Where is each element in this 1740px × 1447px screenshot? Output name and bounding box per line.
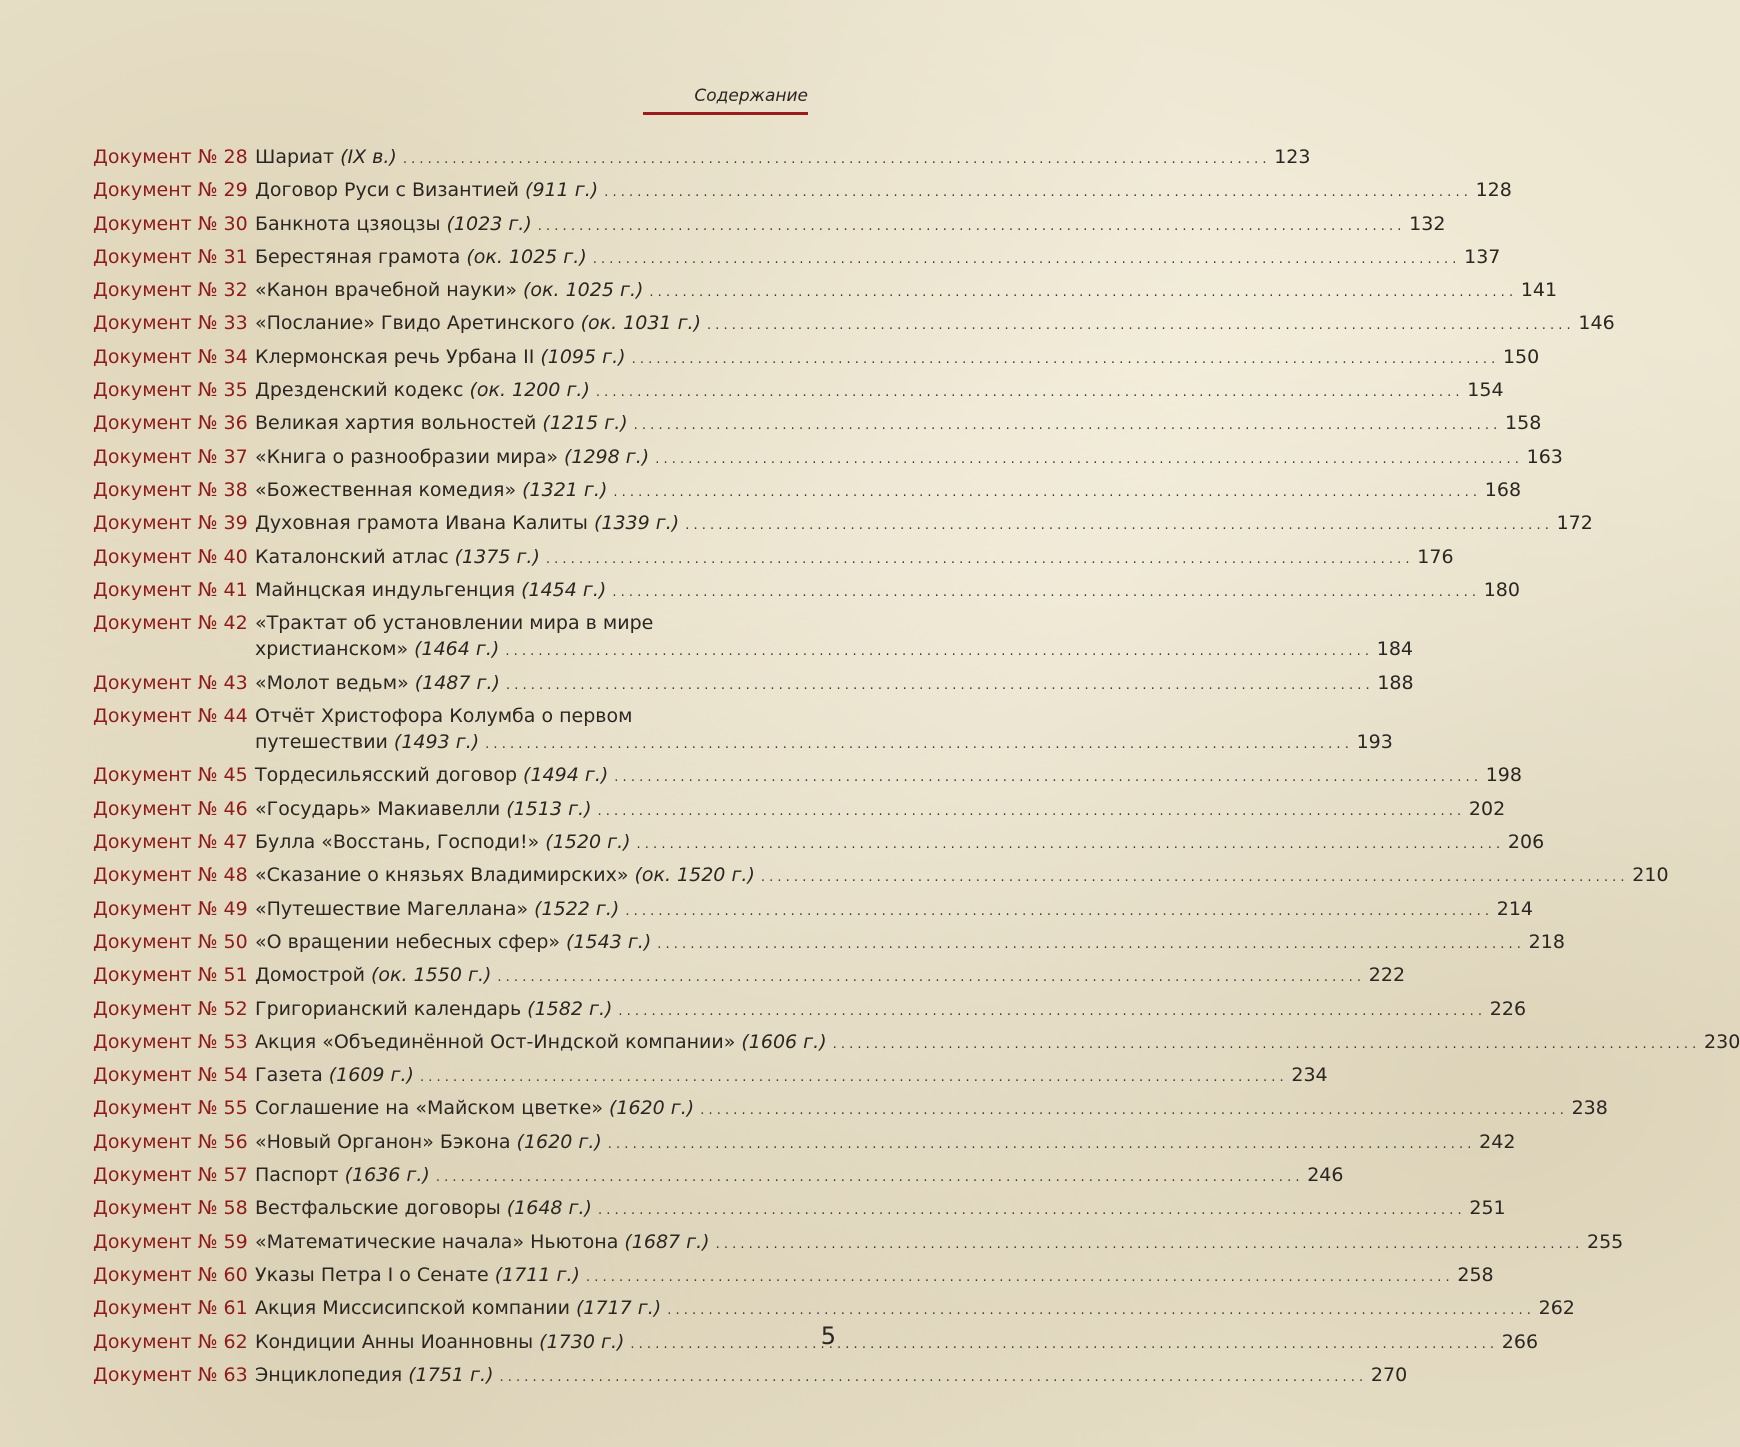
toc-entry [93, 344, 1540, 373]
entry-text [255, 310, 1615, 339]
dot-leader [506, 673, 1370, 699]
entry-text [255, 344, 1539, 373]
entry-page: 246 [1307, 1164, 1344, 1187]
entry-page: 141 [1520, 279, 1558, 302]
entry-text [255, 544, 1454, 573]
toc-entry [93, 1129, 1516, 1158]
entry-page: 137 [1464, 245, 1501, 268]
entry-title: Берестяная грамота [255, 245, 461, 268]
toc-entry [93, 962, 1406, 991]
toc-entry [93, 1229, 1624, 1258]
entry-title: Булла «Восстань, Господи!» [255, 831, 540, 854]
entry-page: 154 [1467, 379, 1504, 402]
entry-page: 206 [1507, 831, 1545, 854]
entry-title-line1: «Трактат об установлении мира в мире [255, 612, 654, 635]
entry-date: (ок. 1550 г.) [370, 964, 492, 987]
entry-date: (1648 г.) [506, 1197, 592, 1220]
toc-entry [93, 477, 1522, 506]
entry-page: 230 [1704, 1030, 1740, 1053]
dot-leader [655, 447, 1519, 473]
entry-date: (1620 г.) [516, 1130, 602, 1153]
toc-entry [93, 829, 1545, 858]
dot-leader [716, 1232, 1580, 1258]
entry-date: (911 г.) [525, 179, 599, 202]
entry-title: «О вращении небесных сфер» [255, 930, 561, 953]
entry-page: 163 [1526, 445, 1563, 468]
entry-date: (1582 г.) [527, 997, 613, 1020]
toc-entry [93, 1095, 1608, 1124]
toc-entry [93, 862, 1669, 891]
dot-leader [546, 547, 1410, 573]
entry-title: Паспорт [255, 1164, 339, 1187]
entry-date: (1095 г.) [540, 345, 626, 368]
dot-leader [833, 1032, 1697, 1058]
entry-title: Дрезденский кодекс [255, 379, 464, 402]
entry-text [255, 929, 1565, 958]
document-number: Документ № 60 [93, 1263, 248, 1286]
dot-leader [614, 765, 1478, 791]
entry-date: (1321 г.) [522, 478, 608, 501]
toc-entry [93, 929, 1565, 958]
entry-date: (1464 г.) [414, 638, 500, 661]
entry-text [255, 477, 1521, 506]
document-number: Документ № 30 [93, 212, 248, 235]
document-number: Документ № 63 [93, 1363, 248, 1386]
entry-date: (1609 г.) [328, 1064, 414, 1087]
dot-leader [608, 1132, 1472, 1158]
entry-text [255, 862, 1669, 891]
entry-page: 176 [1417, 545, 1454, 568]
entry-date: (IX в.) [340, 146, 397, 168]
entry-page: 188 [1377, 671, 1414, 694]
toc-entry [93, 144, 1311, 173]
entry-page: 172 [1556, 512, 1593, 535]
entry-page: 251 [1469, 1197, 1506, 1220]
toc-entry [93, 1362, 1408, 1391]
entry-text [255, 277, 1557, 306]
entry-title: «Послание» Гвидо Аретинского [255, 312, 575, 335]
entry-text [255, 1095, 1608, 1124]
document-number: Документ № 54 [93, 1064, 248, 1087]
entry-title: Банкнота цзяоцзы [255, 212, 441, 235]
toc-entry [93, 177, 1512, 206]
entry-date: (1636 г.) [344, 1164, 430, 1187]
entry-title: Акция Миссисипской компании [255, 1297, 570, 1320]
entry-title: «Канон врачебной науки» [255, 279, 517, 302]
entry-page: 158 [1505, 412, 1542, 435]
dot-leader [625, 899, 1489, 925]
entry-page: 168 [1484, 478, 1522, 501]
document-number: Документ № 53 [93, 1030, 248, 1053]
toc-entry [93, 1195, 1506, 1224]
dot-leader [634, 413, 1498, 439]
toc-entry [93, 1029, 1740, 1058]
entry-date: (1298 г.) [563, 445, 650, 468]
toc-entry [93, 244, 1501, 273]
entry-title: «Государь» Макиавелли [255, 797, 501, 820]
entry-date: (1375 г.) [454, 545, 540, 568]
dot-leader [618, 999, 1482, 1025]
toc-entry [93, 410, 1542, 439]
document-number: Документ № 43 [93, 671, 248, 694]
dot-leader [637, 832, 1501, 858]
entry-page: 266 [1501, 1330, 1539, 1353]
entry-date: (ок. 1031 г.) [580, 312, 701, 335]
entry-page: 202 [1468, 797, 1506, 820]
document-number: Документ № 36 [93, 412, 248, 435]
entry-date: (1023 г.) [446, 212, 532, 235]
entry-text [255, 211, 1445, 240]
document-number: Документ № 37 [93, 445, 248, 468]
dot-leader [500, 1365, 1364, 1391]
entry-title: Газета [255, 1064, 323, 1087]
entry-page: 132 [1409, 212, 1446, 235]
entry-page: 198 [1485, 764, 1522, 787]
entry-date: (1543 г.) [566, 930, 652, 953]
entry-date: (1520 г.) [545, 831, 631, 854]
document-number: Документ № 50 [93, 930, 248, 953]
dot-leader [586, 1265, 1450, 1291]
table-of-contents [93, 144, 1740, 1395]
toc-entry [93, 1162, 1344, 1191]
document-number: Документ № 34 [93, 345, 248, 368]
toc-entry [93, 444, 1563, 473]
document-number: Документ № 41 [93, 578, 248, 601]
entry-page: 218 [1528, 930, 1565, 953]
document-number: Документ № 38 [93, 478, 248, 501]
entry-text [255, 1229, 1623, 1258]
entry-text [255, 996, 1526, 1025]
entry-text [255, 1329, 1538, 1358]
entry-title: Кондиции Анны Иоанновны [255, 1330, 534, 1353]
entry-title: Тордесильясский договор [255, 764, 518, 787]
entry-date: (1339 г.) [593, 512, 680, 535]
dot-leader [613, 480, 1477, 506]
entry-title: «Новый Органон» Бэкона [255, 1130, 511, 1153]
toc-entry [93, 544, 1454, 573]
entry-title: Каталонский атлас [255, 545, 449, 568]
entry-date: (1215 г.) [542, 412, 628, 435]
entry-page: 210 [1632, 864, 1669, 887]
document-number: Документ № 44 [93, 704, 248, 727]
entry-text [255, 829, 1544, 858]
entry-title: Майнцская индульгенция [255, 578, 516, 601]
dot-leader [538, 214, 1402, 240]
toc-entry [93, 377, 1504, 406]
entry-text [255, 577, 1520, 606]
dot-leader [596, 380, 1460, 406]
entry-page: 193 [1356, 731, 1393, 754]
entry-date: (ок. 1200 г.) [469, 379, 590, 402]
entry-title: «Сказание о князьях Владимирских» [255, 864, 629, 887]
toc-entry [93, 211, 1446, 240]
entry-text [255, 1262, 1494, 1291]
document-number: Документ № 31 [93, 245, 248, 268]
entry-title: «Математические начала» Ньютона [255, 1230, 619, 1253]
document-number: Документ № 52 [93, 997, 248, 1020]
toc-entry [93, 1295, 1575, 1324]
entry-text [255, 177, 1512, 206]
document-number: Документ № 58 [93, 1197, 248, 1220]
toc-entry [93, 762, 1522, 791]
dot-leader [505, 639, 1369, 665]
entry-date: (1494 г.) [523, 764, 609, 787]
dot-leader [700, 1098, 1564, 1124]
toc-entry [93, 996, 1527, 1025]
entry-page: 184 [1376, 638, 1413, 661]
entry-page: 270 [1370, 1363, 1408, 1386]
toc-entry [93, 610, 1413, 665]
entry-title: Акция «Объединённой Ост-Индской компании» [255, 1030, 736, 1053]
toc-entry [93, 670, 1414, 699]
toc-entry [93, 277, 1558, 306]
entry-text [255, 444, 1563, 473]
dot-leader [649, 280, 1513, 306]
dot-leader [436, 1165, 1300, 1191]
document-number: Документ № 29 [93, 179, 248, 202]
document-number: Документ № 57 [93, 1164, 248, 1187]
entry-title: Шариат [255, 146, 335, 168]
document-number: Документ № 49 [93, 897, 248, 920]
entry-title: Духовная грамота Ивана Калиты [255, 512, 588, 535]
dot-leader [632, 347, 1496, 373]
entry-title: путешествии [255, 731, 388, 754]
entry-page: 123 [1274, 146, 1311, 168]
entry-date: (1454 г.) [521, 578, 607, 601]
entry-text [255, 1129, 1515, 1158]
entry-text [255, 962, 1405, 991]
entry-text [255, 377, 1504, 406]
entry-title: «Божественная комедия» [255, 478, 517, 501]
toc-entry [93, 703, 1393, 758]
entry-text [255, 670, 1414, 699]
toc-entry [93, 796, 1506, 825]
dot-leader [497, 965, 1361, 991]
entry-text [255, 410, 1541, 439]
header-rule [643, 112, 808, 115]
entry-title: Клермонская речь Урбана II [255, 345, 535, 368]
entry-title: «Книга о разнообразии мира» [255, 445, 558, 468]
dot-leader [761, 865, 1625, 891]
entry-date: (1522 г.) [534, 897, 620, 920]
toc-entry [93, 310, 1615, 339]
entry-text [255, 510, 1593, 539]
entry-text [255, 1062, 1328, 1091]
entry-text [255, 796, 1505, 825]
dot-leader [630, 1332, 1494, 1358]
document-number: Документ № 33 [93, 312, 248, 335]
dot-leader [403, 147, 1267, 173]
entry-text [255, 244, 1500, 273]
entry-title: Энциклопедия [255, 1363, 403, 1386]
entry-page: 222 [1368, 964, 1406, 987]
entry-page: 258 [1457, 1263, 1494, 1286]
entry-page: 150 [1502, 345, 1540, 368]
toc-entry [93, 896, 1534, 925]
document-number: Документ № 35 [93, 379, 248, 402]
entry-title: Соглашение на «Майском цветке» [255, 1097, 603, 1120]
entry-page: 262 [1538, 1297, 1575, 1320]
document-number: Документ № 32 [93, 279, 248, 302]
entry-text [255, 762, 1522, 791]
entry-date: (1513 г.) [506, 797, 592, 820]
document-number: Документ № 39 [93, 512, 248, 535]
dot-leader [598, 799, 1462, 825]
document-number: Документ № 28 [93, 146, 248, 168]
entry-page: 234 [1291, 1064, 1328, 1087]
toc-entry [93, 1329, 1539, 1358]
dot-leader [707, 313, 1571, 339]
entry-title: Вестфальские договоры [255, 1197, 501, 1220]
entry-page: 180 [1483, 578, 1520, 601]
toc-entry [93, 1262, 1494, 1291]
document-number: Документ № 59 [93, 1230, 248, 1253]
entry-date: (1493 г.) [393, 731, 480, 754]
document-number: Документ № 62 [93, 1330, 248, 1353]
dot-leader [598, 1198, 1462, 1224]
document-number: Документ № 45 [93, 764, 248, 787]
document-number: Документ № 51 [93, 964, 248, 987]
entry-title: Указы Петра I о Сенате [255, 1263, 489, 1286]
document-number: Документ № 48 [93, 864, 248, 887]
entry-date: (ок. 1025 г.) [466, 245, 587, 268]
dot-leader [593, 247, 1457, 273]
entry-page: 128 [1475, 179, 1512, 202]
entry-text [255, 1295, 1575, 1324]
entry-date: (1487 г.) [414, 671, 500, 694]
document-number: Документ № 56 [93, 1130, 248, 1153]
document-number: Документ № 55 [93, 1097, 248, 1120]
entry-title: христианском» [255, 638, 409, 661]
entry-date: (ок. 1025 г.) [523, 279, 644, 302]
entry-text [255, 1029, 1740, 1058]
entry-page: 255 [1587, 1230, 1624, 1253]
entry-title: «Молот ведьм» [255, 671, 409, 694]
dot-leader [485, 732, 1349, 758]
document-number: Документ № 46 [93, 797, 248, 820]
entry-title: Домострой [255, 964, 365, 987]
entry-date: (1606 г.) [741, 1030, 827, 1053]
toc-entry [93, 577, 1520, 606]
document-number: Документ № 42 [93, 612, 248, 635]
entry-title-line1: Отчёт Христофора Колумба о первом [255, 704, 633, 727]
dot-leader [667, 1298, 1531, 1324]
entry-page: 226 [1489, 997, 1527, 1020]
entry-date: (1711 г.) [494, 1263, 580, 1286]
entry-page: 214 [1496, 897, 1534, 920]
entry-date: (1620 г.) [608, 1097, 695, 1120]
document-number: Документ № 40 [93, 545, 248, 568]
entry-text [255, 703, 1393, 758]
entry-text [255, 896, 1533, 925]
entry-date: (1687 г.) [624, 1230, 710, 1253]
entry-date: (1717 г.) [575, 1297, 662, 1320]
entry-page: 238 [1571, 1097, 1608, 1120]
entry-text [255, 144, 1310, 173]
dot-leader [657, 932, 1521, 958]
running-header: Содержание [694, 86, 808, 106]
page-number: 5 [820, 1322, 836, 1350]
dot-leader [612, 580, 1476, 606]
entry-date: (1751 г.) [408, 1363, 494, 1386]
dot-leader [685, 513, 1549, 539]
entry-text [255, 1162, 1343, 1191]
entry-page: 146 [1578, 312, 1615, 335]
entry-title: Григорианский календарь [255, 997, 522, 1020]
dot-leader [604, 180, 1468, 206]
entry-text [255, 1195, 1506, 1224]
document-number: Документ № 61 [93, 1297, 248, 1320]
entry-date: (ок. 1520 г.) [634, 864, 755, 887]
dot-leader [420, 1065, 1284, 1091]
entry-text [255, 1362, 1407, 1391]
toc-entry [93, 510, 1593, 539]
entry-title: «Путешествие Магеллана» [255, 897, 529, 920]
entry-date: (1730 г.) [539, 1330, 625, 1353]
toc-entry [93, 1062, 1328, 1091]
entry-text [255, 610, 1413, 665]
entry-page: 242 [1479, 1130, 1516, 1153]
entry-title: Договор Руси с Византией [255, 179, 520, 202]
entry-title: Великая хартия вольностей [255, 412, 537, 435]
document-number: Документ № 47 [93, 831, 248, 854]
